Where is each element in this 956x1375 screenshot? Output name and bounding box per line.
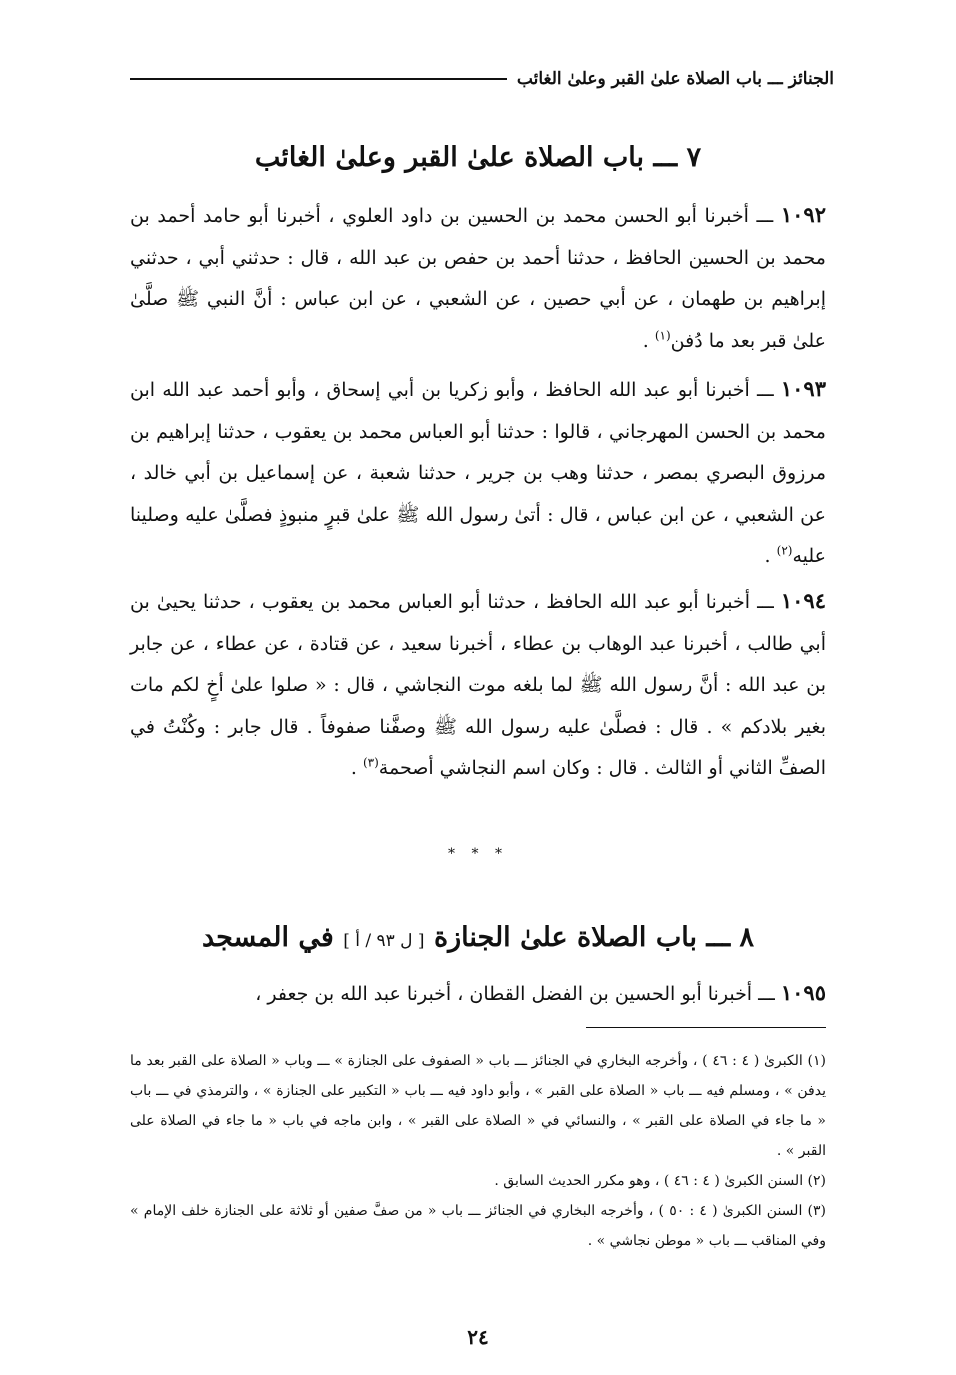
page-number: ٢٤ bbox=[467, 1325, 489, 1349]
hadith-number: ١٠٩٢ bbox=[780, 202, 826, 227]
footnote-ref: (٢) bbox=[776, 543, 793, 558]
hadith-text: ـــ أخبرنا أبو الحسن محمد بن الحسين بن داود العلوي ، أخبرنا أبو حامد أحمد بن محمد بن الحسين الحافظ ، حدثنا أحمد بن حفص بن عبد الله ، قال : حدثني أبي ، حدثني إبراهيم بن طهمان ، عن أبي حصين ، عن الشعبي ، عن ابن عباس : أنَّ النبي ﷺ صلَّىٰ علىٰ قبر بعد ما دُفن bbox=[130, 205, 826, 352]
hadith-number: ١٠٩٤ bbox=[780, 588, 826, 613]
footnote-1: (١) الكبرىٰ ( ٤ : ٤٦ ) ، وأخرجه البخاري في الجنائز ـــ باب « الصفوف على الجنازة » ـــ وباب « الصلاة على القبر بعد ما يدفن » ، ومسلم فيه ـــ باب « الصلاة على القبر » ، وأبو داود فيه ـــ باب « التكبير على الجنازة » ، والترمذي في ـــ باب « ما جاء في الصلاة على القبر » ، والنسائي في « الصلاة على القبر » ، وابن ماجه في باب « ما جاء في الصلاة على القبر » . bbox=[130, 1053, 826, 1159]
hadith-text: ـــ أخبرنا أبو الحسين بن الفضل القطان ، أخبرنا عبد الله بن جعفر ، bbox=[255, 983, 781, 1005]
hadith-ending: . bbox=[764, 545, 777, 567]
hadith-text: ـــ أخبرنا أبو عبد الله الحافظ ، وأبو زكريا بن أبي إسحاق ، وأبو أحمد عبد الله ابن محمد بن الحسن المهرجاني ، قالوا : حدثنا أبو العباس محمد بن يعقوب ، حدثنا إبراهيم بن مرزوق البصري بمصر ، حدثنا وهب بن جرير ، حدثنا شعبة ، عن إسماعيل بن أبي خالد ، عن الشعبي ، عن ابن عباس ، قال : أتىٰ رسول الله ﷺ علىٰ قبرٍ منبوذٍ فصلَّىٰ عليه وصلينا عليه bbox=[130, 379, 826, 567]
header-rule bbox=[130, 78, 507, 80]
section-separator: * * * bbox=[448, 846, 508, 862]
hadith-ending: . bbox=[350, 757, 363, 779]
running-header-title: الجنائز ـــ باب الصلاة علىٰ القبر وعلىٰ الغائب bbox=[516, 69, 834, 89]
footnote-rule bbox=[586, 1027, 826, 1028]
hadith-1092 bbox=[130, 194, 826, 362]
section-8-heading bbox=[0, 918, 956, 961]
hadith-1093 bbox=[130, 368, 826, 578]
footnotes bbox=[130, 1046, 826, 1256]
footnote-2: (٢) السنن الكبرىٰ ( ٤ : ٤٦ ) ، وهو مكرر الحديث السابق . bbox=[494, 1173, 826, 1189]
manuscript-folio-ref: [ ل ٩٣ / أ ] bbox=[343, 931, 425, 951]
hadith-1095 bbox=[130, 972, 826, 1016]
footnote-ref: (١) bbox=[654, 328, 671, 343]
section-8-heading-start: ٨ ـــ باب الصلاة علىٰ الجنازة bbox=[433, 922, 755, 953]
footnote-ref: (٣) bbox=[362, 755, 379, 770]
section-7-heading: ٧ ـــ باب الصلاة علىٰ القبر وعلىٰ الغائب bbox=[254, 142, 702, 173]
hadith-text: ـــ أخبرنا أبو عبد الله الحافظ ، حدثنا أبو العباس محمد بن يعقوب ، حدثنا يحيىٰ بن أبي طالب ، أخبرنا عبد الوهاب بن عطاء ، أخبرنا سعيد ، عن قتادة ، عن عطاء ، عن جابر بن عبد الله : أنَّ رسول الله ﷺ لما بلغه موت النجاشي ، قال : « صلوا علىٰ أخٍ لكم مات بغير بلادكم » . قال : فصلَّىٰ عليه رسول الله ﷺ وصفَّنا صفوفاً . قال جابر : وكُنْتُ في الصفِّ الثاني أو الثالث . قال : وكان اسم النجاشي أصحمة bbox=[130, 591, 826, 779]
footnote-3: (٣) السنن الكبرىٰ ( ٤ : ٥٠ ) ، وأخرجه البخاري في الجنائز ـــ باب « من صفَّ صفين أو ثلاثة على الجنازة خلف الإمام » وفي المناقب ـــ باب « موطن نجاشي » . bbox=[130, 1203, 827, 1249]
hadith-1094 bbox=[130, 580, 826, 790]
hadith-number: ١٠٩٣ bbox=[780, 376, 826, 401]
hadith-number: ١٠٩٥ bbox=[780, 980, 826, 1005]
section-8-heading-end: في المسجد bbox=[201, 922, 334, 953]
hadith-ending: . bbox=[642, 329, 655, 352]
running-header bbox=[130, 66, 834, 92]
